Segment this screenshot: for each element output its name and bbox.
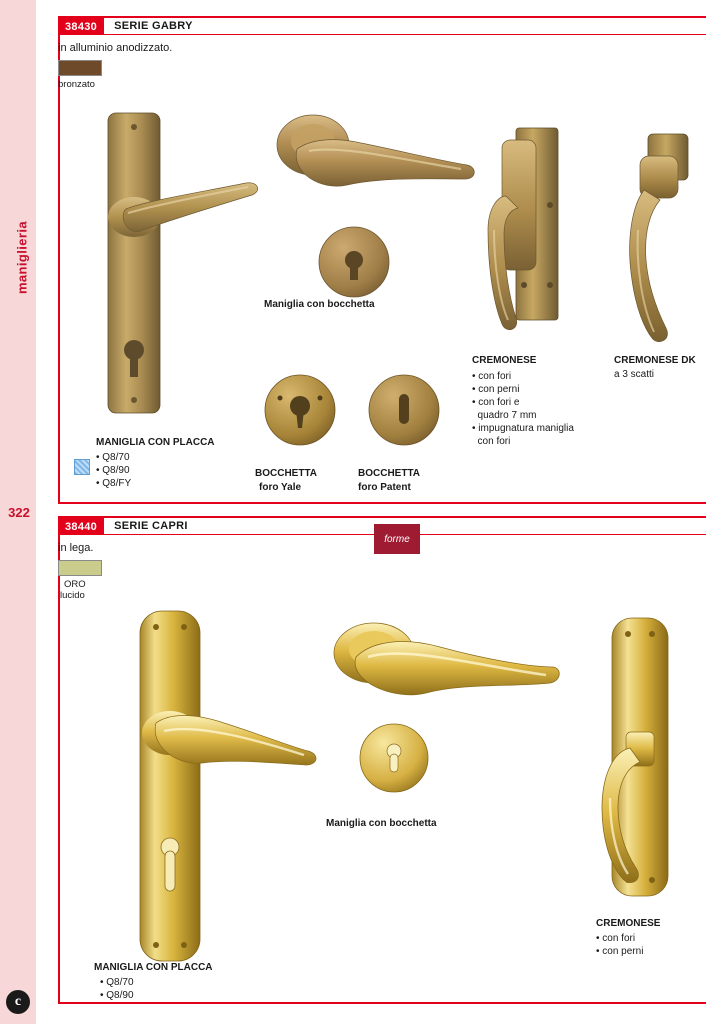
figure-maniglia-con-placca-capri — [94, 605, 324, 975]
sidebar-category-label: maniglieria — [14, 220, 30, 295]
figure-bocchetta-foro-yale — [260, 370, 340, 450]
cremonese-bullet-5: • impugnatura maniglia — [472, 423, 574, 434]
cremonese-capri-bullet-1: • con fori — [596, 933, 636, 944]
section-code: 38430 — [58, 17, 104, 35]
figure-rose-escutcheon-gabry — [314, 222, 394, 302]
section-subtitle-2: in lega. — [58, 542, 94, 554]
figure-cremonese-capri — [584, 612, 694, 902]
finish-swatch-bronzato — [58, 60, 102, 76]
cremonese-bullet-2: • con perni — [472, 384, 520, 395]
section-subtitle: in alluminio anodizzato. — [58, 42, 173, 54]
caption-bocchetta-patent-line1: BOCCHETTA — [358, 468, 421, 479]
section-title: SERIE GABRY — [114, 20, 193, 32]
figure-rose-escutcheon-capri — [354, 718, 434, 798]
figure-maniglia-con-bocchetta-capri — [314, 605, 564, 735]
cremonese-bullet-3: • con fori e — [472, 397, 520, 408]
divider-sec1-bottom — [58, 502, 706, 504]
page-number: 322 — [8, 505, 30, 520]
divider-sec2-bottom — [58, 1002, 706, 1004]
caption-maniglia-con-placca: MANIGLIA CON PLACCA — [96, 437, 215, 448]
forme-badge: forme — [374, 524, 420, 554]
option-q890: • Q8/90 — [96, 465, 130, 476]
finish-label-oro-line2: lucido — [60, 590, 85, 601]
figure-cremonese-dk — [614, 120, 704, 350]
finish-label-bronzato: bronzato — [58, 79, 95, 90]
option-q870: • Q8/70 — [96, 452, 130, 463]
figure-maniglia-con-placca-gabry — [76, 105, 276, 425]
option-capri-q890: • Q8/90 — [100, 990, 134, 1001]
figure-bocchetta-foro-patent — [364, 370, 444, 450]
caption-cremonese-capri: CREMONESE — [596, 918, 661, 929]
finish-label-oro-line1: ORO — [64, 579, 86, 590]
caption-maniglia-con-placca-capri: MANIGLIA CON PLACCA — [94, 962, 213, 973]
figure-cremonese-gabry — [472, 110, 602, 350]
publisher-logo: c — [6, 990, 30, 1014]
subcaption-cremonese-dk: a 3 scatti — [614, 369, 655, 380]
page-content — [36, 0, 724, 1024]
section-title-2: SERIE CAPRI — [114, 520, 188, 532]
caption-maniglia-con-bocchetta-capri: Maniglia con bocchetta — [326, 818, 437, 829]
caption-bocchetta-patent-line2: foro Patent — [358, 482, 411, 493]
option-q8fy: • Q8/FY — [96, 478, 132, 489]
caption-cremonese-dk: CREMONESE DK — [614, 355, 696, 366]
caption-bocchetta-yale-line1: BOCCHETTA — [255, 468, 318, 479]
cremonese-capri-bullets — [596, 932, 643, 958]
caption-maniglia-con-bocchetta: Maniglia con bocchetta — [264, 299, 375, 310]
finish-swatch-oro — [58, 560, 102, 576]
cremonese-capri-bullet-2: • con perni — [596, 946, 644, 957]
cremonese-bullet-6: con fori — [472, 436, 511, 447]
cremonese-bullet-4: quadro 7 mm — [472, 410, 537, 421]
section-header-38430 — [58, 17, 706, 35]
caption-cremonese: CREMONESE — [472, 355, 537, 366]
info-swatch — [74, 459, 90, 475]
option-capri-q870: • Q8/70 — [100, 977, 134, 988]
cremonese-bullet-1: • con fori — [472, 371, 512, 382]
caption-bocchetta-yale-line2: foro Yale — [259, 482, 302, 493]
cremonese-bullets — [472, 370, 574, 448]
section-code-2: 38440 — [58, 517, 104, 535]
